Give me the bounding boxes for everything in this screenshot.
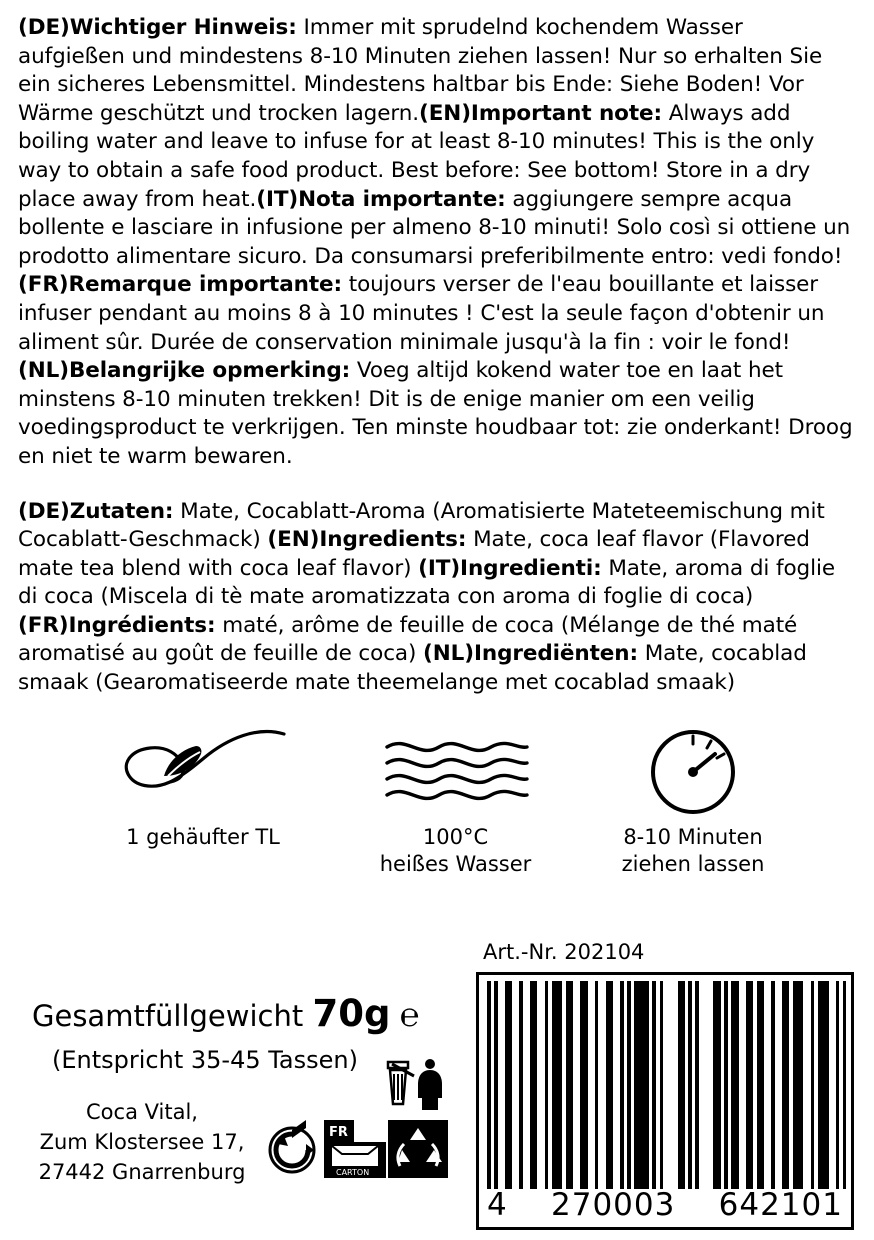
barcode-bar [782,981,789,1189]
barcode-digit-left: 4 [487,1187,508,1223]
language-tag-label: (IT)Nota importante: [256,186,506,212]
net-weight-label: Gesamtfüllgewicht [32,999,304,1033]
language-tag-label: (NL)Ingrediënten: [423,641,638,667]
prep-time-caption-2: ziehen lassen [621,851,765,876]
prep-water-text-caption: heißes Wasser [379,851,532,876]
barcode-bar [552,981,563,1189]
barcode-bar [530,981,537,1189]
paragraph-spacer [18,472,856,498]
barcode-digits [479,1187,851,1223]
language-tag-label: (DE)Wichtiger Hinweis: [18,15,297,40]
prep-step-time [563,722,823,878]
language-tag-label: (EN)Ingredients: [267,527,467,553]
barcode-bars [487,981,847,1189]
svg-text:FR: FR [329,1125,348,1140]
barcode-digits-right: 642101 [718,1187,843,1223]
barcode-bar [829,981,836,1189]
carton-box-icon [324,1142,386,1178]
prep-step-spoon [58,722,348,851]
article-number: Art.-Nr. 202104 [483,940,645,964]
manufacturer-address [22,1098,262,1187]
barcode-bar [498,981,505,1189]
prep-water-temp-caption: 100°C [422,824,489,849]
address-line-3: 27442 Gnarrenburg [38,1159,246,1184]
barcode-bar [663,981,677,1189]
prep-time-caption: 8-10 Minuten [623,824,763,849]
preparation-instructions-row [18,722,856,878]
ingredients-paragraph: (DE)Zutaten: Mate, Cocablatt-Aroma (Aromatisierte Mateteemischung mit Cocablatt-Geschmack) (EN)Ingredients: Mate, coca leaf flavor (Flavored mate tea blend with coca leaf flavor) (IT)Ingredienti: Mate, aroma di foglie di coca (Miscela di tè mate aromatizzata con aroma di foglie di coca) (FR)Ingrédients: maté, arôme de feuille de coca (Mélange de thé maté aromatisé au goût de feuille de coca) (NL)Ingrediënten: Mate, cocablad smaak (Gearomatiseerde mate theemelange met cocablad smaak) [18,498,835,696]
barcode [476,972,854,1230]
address-line-1: Coca Vital, [86,1100,198,1124]
barcode-bar [512,981,519,1189]
servings-note: (Entspricht 35-45 Tassen) [52,1046,358,1074]
barcode-bar [699,981,713,1189]
timer-clock-icon [563,722,823,818]
prep-step-water [348,722,563,878]
barcode-digits-mid: 270003 [551,1187,676,1223]
language-tag-label: (DE)Zutaten: [18,498,174,524]
barcode-bar [739,981,746,1189]
language-tag-label: (EN)Important note: [418,100,662,126]
hot-water-waves-icon [348,722,563,818]
estimated-sign-icon: ℮ [399,995,420,1034]
language-tag-label: (NL)Belangrijke opmerking: [18,358,351,384]
net-weight-value: 70g [312,992,391,1035]
language-tag-label: (FR)Ingrédients: [18,612,216,638]
footer-area [0,930,874,1240]
important-notice-paragraph: (DE)Wichtiger Hinweis: Immer mit sprudelnd kochendem Wasser aufgießen und mindestens 8-10 Minuten ziehen lassen! Nur so erhalten Sie ein sicheres Lebensmittel. Mindestens haltbar bis Ende: Siehe Boden! Vor Wärme geschützt und trocken lagern.(EN)Important note: Always add boiling water and leave to infuse for at least 8-10 minutes! This is the only way to obtain a safe food product. Best before: See bottom! Store in a dry place away from heat.(IT)Nota importante: aggiungere sempre acqua bollente e lasciare in infusione per almeno 8-10 minuti! Solo così si ottiene un prodotto alimentare sicuro. Da consumarsi preferibilmente entro: vedi fondo!(FR)Remarque importante: toujours verser de l'eau bouillante et laisser infuser pendant au moins 8 à 10 minutes ! C'est la seule façon d'obtenir un aliment sûr. Durée de conservation minimale jusqu'à la fin : voir le fond!(NL)Belangrijke opmerking: Voeg altijd kokend water toe en laat het minstens 8-10 minuten trekken! Dit is de enige manier om een veilig voedingsproduct te verkrijgen. Ten minste houdbaar tot: zie onderkant! Droog en niet te warm bewaren. [18,15,853,469]
barcode-bar [598,981,605,1189]
barcode-bar [793,981,804,1189]
net-weight-line [32,992,419,1035]
barcode-bar [764,981,771,1189]
barcode-bar [537,981,544,1189]
address-line-2: Zum Klostersee 17, [39,1129,245,1154]
language-tag-label: (IT)Ingredienti: [418,555,602,581]
green-dot-icon [270,1120,314,1172]
recycle-bin-icon [388,1120,448,1178]
barcode-bar [566,981,573,1189]
barcode-bar [523,981,530,1189]
svg-text:CARTON: CARTON [336,1168,370,1177]
tidyman-icon [388,1059,442,1110]
barcode-bar [678,981,685,1189]
fr-triman-icon [324,1120,354,1142]
barcode-bar [746,981,753,1189]
barcode-bar [803,981,810,1189]
barcode-bar [818,981,829,1189]
barcode-bar [613,981,620,1189]
barcode-bar [634,981,648,1189]
barcode-bar [588,981,595,1189]
barcode-bar [606,981,613,1189]
barcode-bar [843,981,847,1189]
spoon-with-leaf-icon [58,722,348,818]
barcode-bar [757,981,764,1189]
barcode-bar [580,981,587,1189]
recycling-symbols-group [262,1058,472,1178]
barcode-bar [731,981,738,1189]
barcode-bar [713,981,720,1189]
language-tag-label: (FR)Remarque importante: [18,272,342,298]
barcode-bar [573,981,580,1189]
barcode-bar [505,981,512,1189]
prep-spoon-caption: 1 gehäufter TL [126,824,280,849]
barcode-bar [775,981,782,1189]
